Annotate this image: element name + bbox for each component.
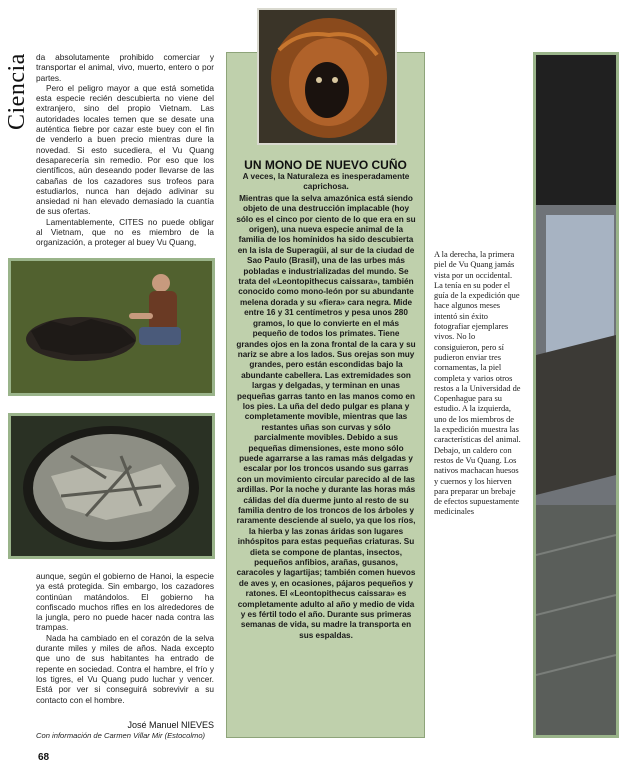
- photo-cauldron-remains: [8, 413, 215, 559]
- photo-monkey-graphic: [259, 10, 395, 143]
- sidebar-body: [236, 172, 416, 642]
- page-number: 68: [38, 752, 50, 763]
- article-body-top: [36, 52, 214, 248]
- section-label: Ciencia: [4, 53, 30, 130]
- article-paragraph: Nada ha cambiado en el corazón de la selva durante miles y miles de años. Nada excepto que uno de sus habitantes ha entrado de repente en sociedad. Contra el hambre, el frío y los tigres, el Vu Quang pudo luchar y vencer. Está por ver si conseguirá sobrevivir a su contacto con el hombre.: [36, 632, 214, 705]
- photo-researcher-with-hide: [8, 258, 215, 396]
- sidebar-title: UN MONO DE NUEVO CUÑO: [244, 158, 407, 172]
- sidebar-paragraph: Mientras que la selva amazónica está siendo objeto de una destrucción implacable (hoy sólo es el cinco por ciento de lo que era en su origen), una nueva especie animal de la familia de los homínidos ha sido descubierta en la isla de Superagüi, al sur de la ciudad de Sao Paulo (Brasil), una de las urbes más pobladas e industrializadas del mundo. Se trata del «Leontopithecus caissara», también conocido como mono-león por su abundante melena dorada y su «fiera» cara negra. Mide entre 16 y 31 centímetros y pesa unos 280 gramos, lo que lo convierte en el más pequeño de todos los primates. Tiene grandes ojos en la zona frontal de la cara y su nariz se abre a los lados. Sus orejas son muy grandes, pero están escondidas bajo la abundante cabellera. Las extremidades son largas y delgadas, y terminan en unas pequeñas garras tanto en las manos como en los pies. La uña del dedo pulgar es plana y completamente movible, mientras que las restantes uñas son curvas y sólo parcialmente movibles. Debido a sus pequeñas dimensiones, este mono sólo puede agarrarse a las ramas más delgadas y escalar por los troncos usando sus garras con un movimiento circular parecido al de las ardillas. Por la noche y durante las horas más cálidas del día duerme junto al resto de su familia dentro de los troncos de los árboles y raramente desciende al suelo, ya que los ríos, la hierba y las zonas áridas son lugares inhóspitos para estas pequeñas criaturas. Su dieta se compone de plantas, insectos, pequeños anfibios, arañas, gusanos, caracoles y lagartijas; también comen huevos de aves y, en ocasiones, pájaros pequeños y ratones. El «Leontopithecus caissara» es completamente adulto al año y medio de vida y es fértil todo el año. Durante sus primeras semanas de vida, su madre la transporta en sus espaldas.: [236, 193, 416, 640]
- article-paragraph: Pero el peligro mayor a que está sometida esta especie recién descubierta no viene del extranjero, sino del propio Vietnam. Las autoridades locales temen que se desate una auténtica fiebre por cazar este buey con el fin de venderlo a buen precio mientras dure la novedad. Si esto sucediera, el Vu Quang desaparecería sin remedio. Por eso que los científicos, aún deseando poder llevarse de las cabañas de los cazadores sus trofeos para estudiarlos, nunca han dejado adivinar su ansiedad ni han elevado demasiado la cuantía de sus ofertas.: [36, 82, 214, 217]
- photo-caption: A la derecha, la primera piel de Vu Quang jamás vista por un occidental. La tenía en su poder el guía de la expedición que hace algunos meses intentó sin éxito fotografiar ejemplares vivos. No lo consiguieron, pero sí pudieron enviar tres cornamentas, la piel completa y varios otros restos a la Universidad de Copenhague para su estudio. A la izquierda, uno de los miembros de la expedición muestra las características del animal. Debajo, un caldero con restos de Vu Quang. Los nativos machacan huesos y cuernos y los hierven para preparar un brebaje de efectos supuestamente medicinales: [434, 250, 521, 517]
- photo-researcher-graphic: [11, 261, 212, 393]
- article-body-bottom: [36, 571, 214, 705]
- photo-vu-quang-hide: [533, 52, 619, 738]
- author-name: José Manuel NIEVES: [127, 720, 214, 730]
- article-paragraph: da absolutamente prohibido comerciar y transportar el animal, vivo, muerto, entero o por partes.: [36, 52, 214, 83]
- photo-monkey: [257, 8, 397, 145]
- photo-hide-graphic: [536, 55, 616, 735]
- photo-cauldron-graphic: [11, 416, 212, 556]
- author-credit: Con información de Carmen Villar Mir (Estocolmo): [36, 731, 206, 740]
- article-paragraph: aunque, según el gobierno de Hanoi, la especie ya está protegida. Sin embargo, los cazadores continúan matándolos. El gobierno ha confiscado muchos rifles en los alrededores de la jungla, pero no puede hacer nada contra las trampas.: [36, 571, 214, 633]
- sidebar-paragraph: A veces, la Naturaleza es inesperadamente caprichosa.: [242, 172, 410, 192]
- article-paragraph: Lamentablemente, CITES no puede obligar al Vietnam, que no es miembro de la organización, a proteger al buey Vu Quang,: [36, 216, 214, 248]
